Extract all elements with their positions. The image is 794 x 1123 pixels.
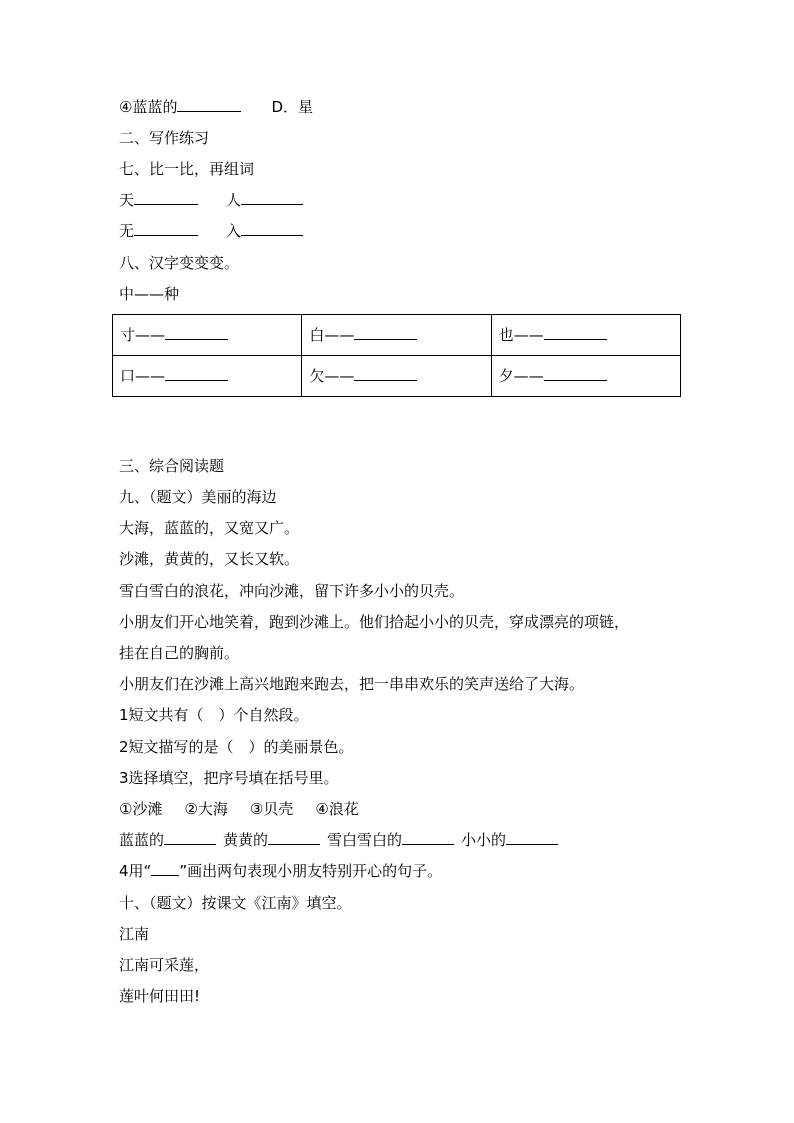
- poem-title: 江南: [119, 925, 150, 943]
- answer-blank[interactable]: [354, 366, 417, 381]
- question-line-4: [119, 97, 313, 117]
- options-row: [119, 799, 359, 819]
- passage-paragraph: 小朋友们在沙滩上高兴地跑来跑去，把一串串欢乐的笑声送给了大海。: [119, 675, 585, 693]
- question-heading-8: 八、汉字变变变。: [119, 254, 240, 272]
- passage-paragraph: 沙滩，黄黄的，又长又软。: [119, 550, 300, 568]
- answer-blank[interactable]: [402, 830, 454, 845]
- char-ru: 入: [226, 222, 242, 240]
- table-cell: 寸——: [113, 315, 302, 356]
- char-tian: 天: [119, 191, 135, 209]
- question-heading-10: 十、（题文）按课文《江南》填空。: [119, 894, 352, 912]
- answer-blank[interactable]: [164, 830, 216, 845]
- answer-blank[interactable]: [177, 97, 241, 112]
- passage-paragraph: 雪白雪白的浪花，冲向沙滩，留下许多小小的贝壳。: [119, 582, 465, 600]
- poem-line: 莲叶何田田!: [119, 987, 201, 1005]
- answer-blank[interactable]: [134, 190, 198, 205]
- passage-paragraph: 大海，蓝蓝的，又宽又广。: [119, 519, 300, 537]
- passage-title: 九、（题文）美丽的海边: [119, 488, 277, 506]
- answer-blank[interactable]: [506, 830, 558, 845]
- poem-line: 江南可采莲，: [119, 956, 210, 974]
- answer-blank[interactable]: [165, 325, 228, 340]
- table-cell: 欠——: [302, 356, 491, 397]
- section-heading-reading: 三、综合阅读题: [119, 457, 225, 475]
- answer-blank[interactable]: [268, 830, 320, 845]
- fill-row: 蓝蓝的 黄黄的 雪白雪白的 小小的: [119, 830, 558, 850]
- section-heading-writing: 二、写作练习: [119, 129, 210, 147]
- table-row: [113, 315, 681, 356]
- table-cell: 白——: [302, 315, 491, 356]
- answer-blank[interactable]: [241, 221, 303, 236]
- char-wu: 无: [119, 222, 135, 240]
- option-item: ①沙滩: [119, 800, 163, 818]
- compare-row-1: [119, 190, 303, 210]
- option-item: ②大海: [184, 800, 228, 818]
- table-cell: 也——: [491, 315, 680, 356]
- option-item: ④浪花: [315, 800, 359, 818]
- passage-paragraph-continued: 挂在自己的胸前。: [119, 644, 240, 662]
- table-cell: 口——: [113, 356, 302, 397]
- question-1: 1短文共有（ ）个自然段。: [119, 706, 309, 724]
- answer-blank[interactable]: [165, 366, 228, 381]
- character-table: [112, 314, 681, 397]
- question-3: 3选择填空，把序号填在括号里。: [119, 769, 339, 787]
- compare-row-2: [119, 221, 303, 241]
- answer-blank[interactable]: [544, 366, 607, 381]
- char-ren: 人: [226, 191, 242, 209]
- answer-blank[interactable]: [544, 325, 607, 340]
- answer-blank[interactable]: [241, 190, 303, 205]
- passage-paragraph: 小朋友们开心地笑着，跑到沙滩上。他们拾起小小的贝壳，穿成漂亮的项链，: [119, 613, 630, 631]
- underline-sample: [151, 861, 179, 876]
- option-d: D．星: [271, 98, 314, 116]
- question-heading-7: 七、比一比，再组词: [119, 160, 255, 178]
- table-row: [113, 356, 681, 397]
- answer-blank[interactable]: [134, 221, 198, 236]
- question-4: 4用“ ”画出两句表现小朋友特别开心的句子。: [119, 862, 443, 880]
- answer-blank[interactable]: [354, 325, 417, 340]
- table-cell: 夕——: [491, 356, 680, 397]
- example-line: 中——种: [119, 285, 180, 303]
- question-text: ④蓝蓝的: [119, 98, 178, 116]
- question-2: 2短文描写的是（ ）的美丽景色。: [119, 738, 354, 756]
- option-item: ③贝壳: [249, 800, 294, 818]
